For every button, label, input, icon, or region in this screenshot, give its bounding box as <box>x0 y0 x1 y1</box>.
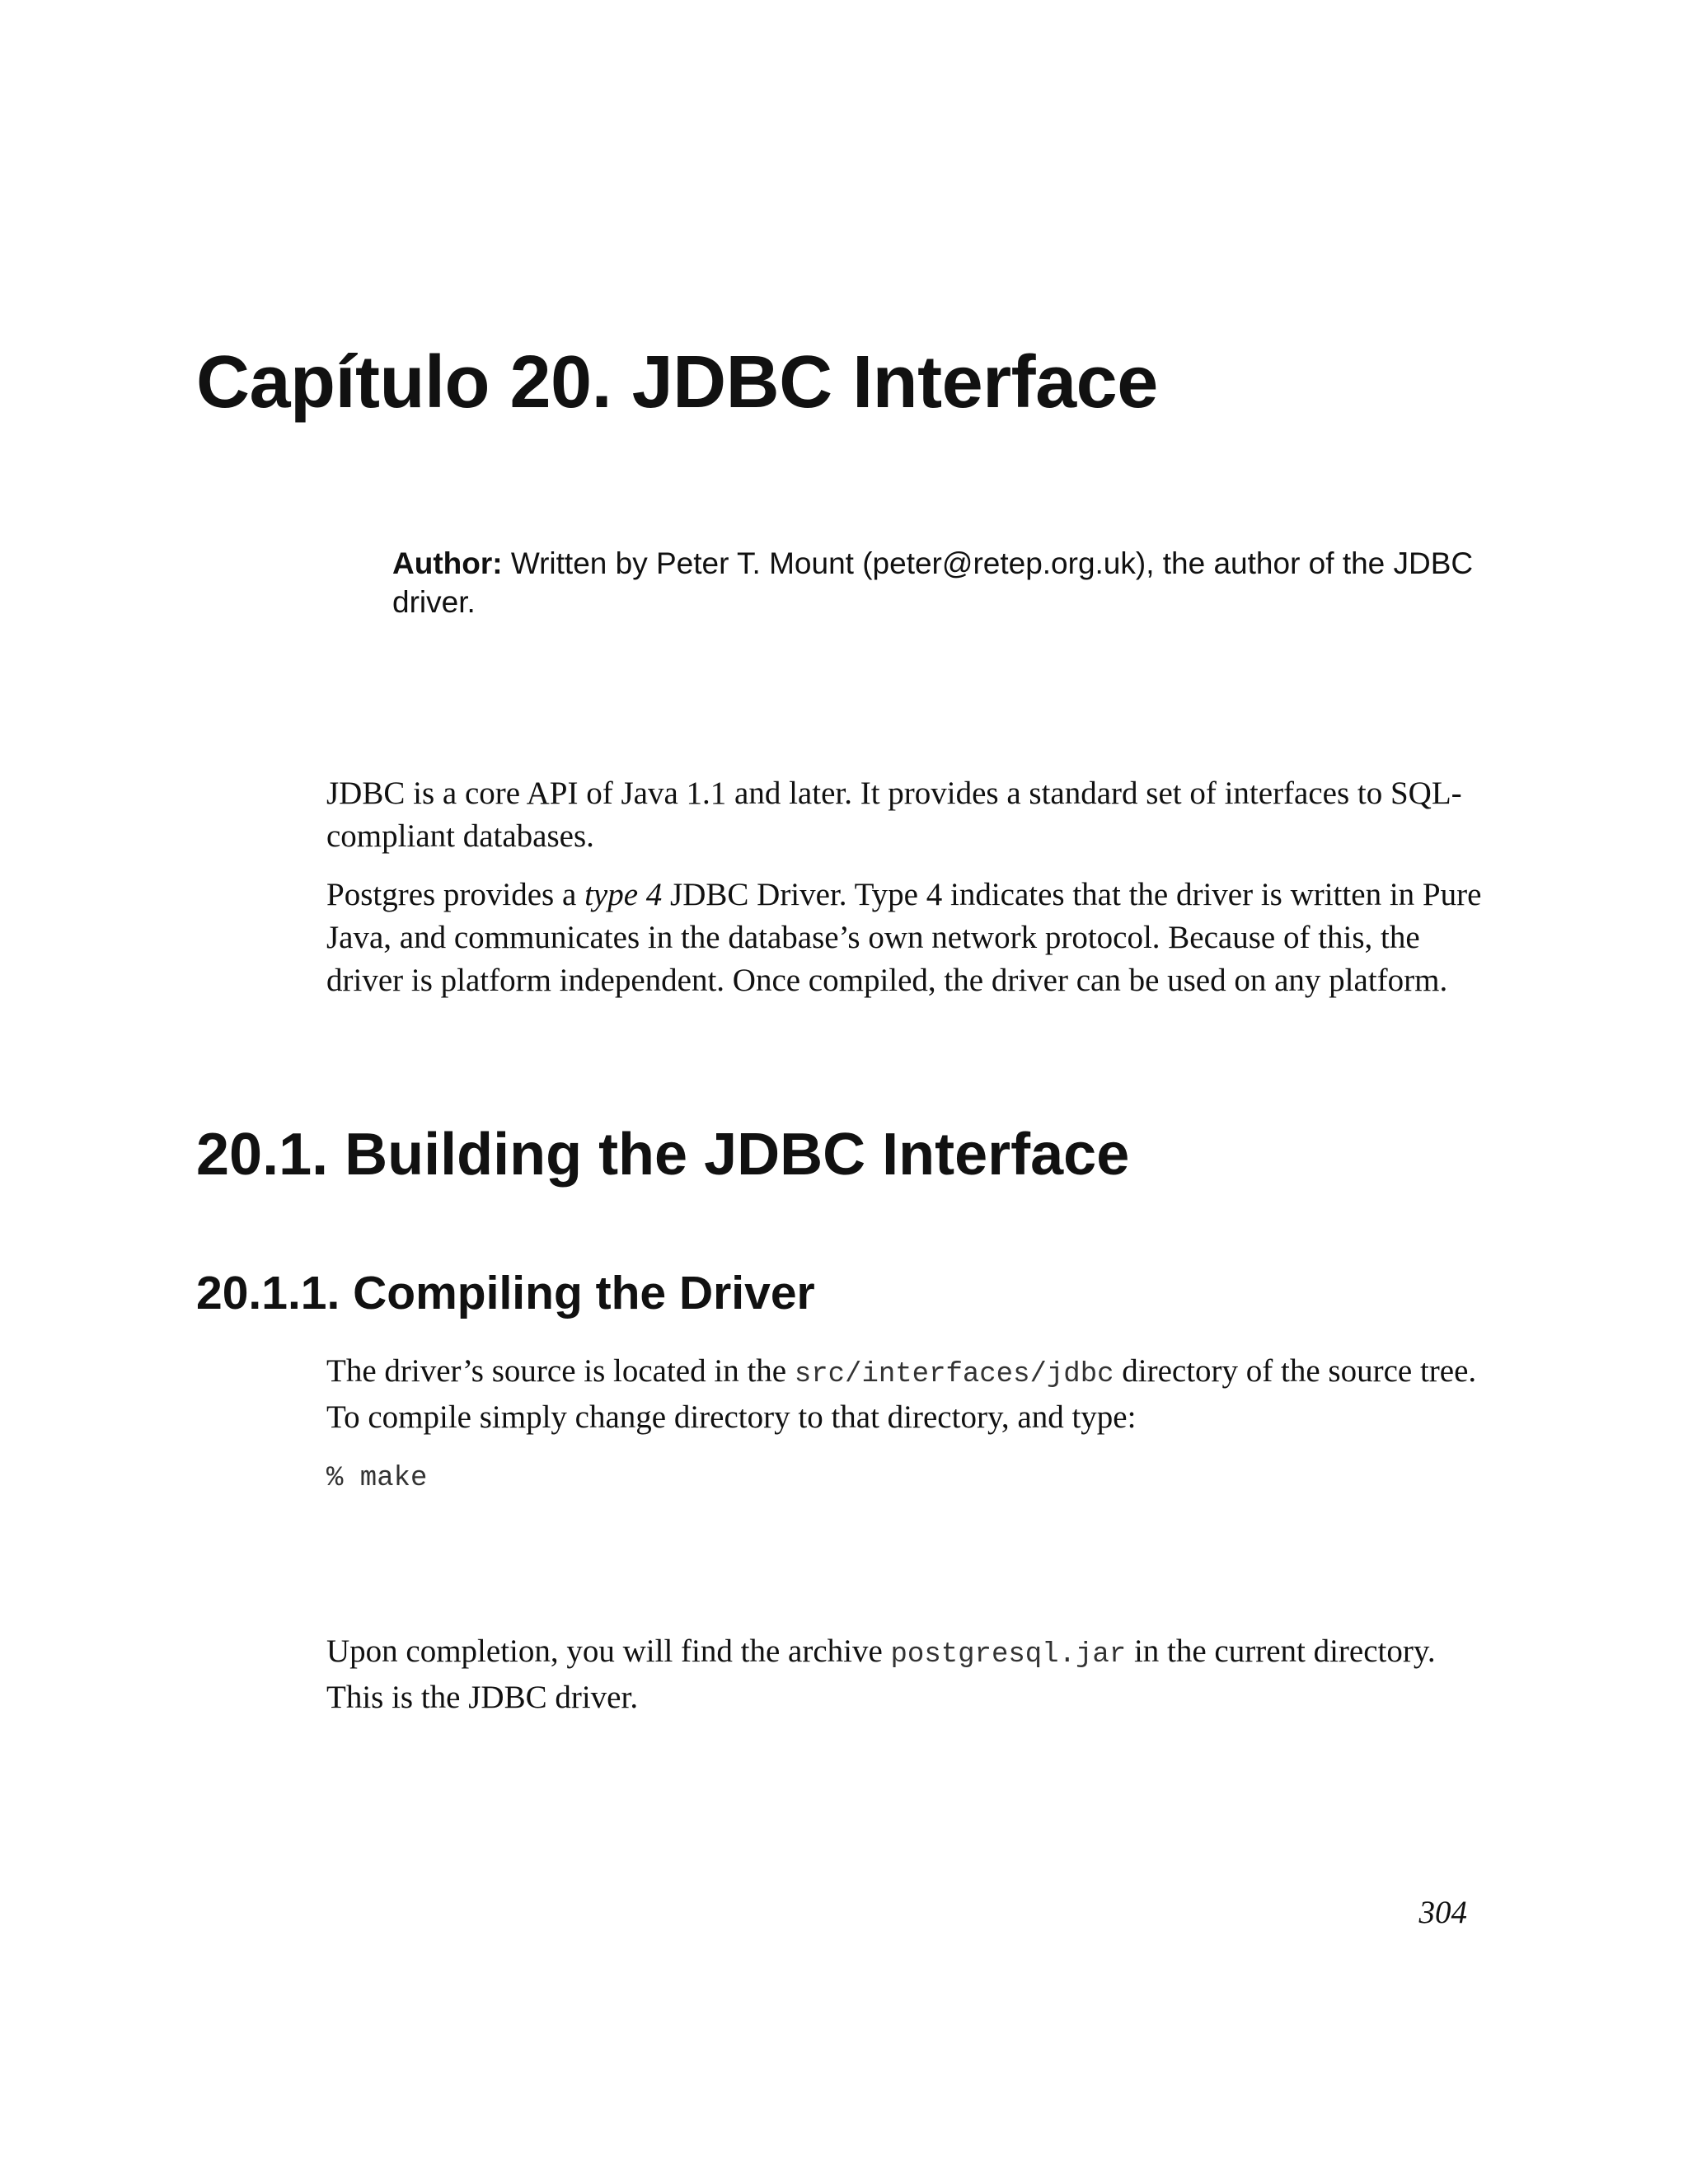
author-label: Author: <box>392 546 503 580</box>
subsection-title: 20.1.1. Compiling the Driver <box>196 1267 815 1319</box>
completion-text-before: Upon completion, you will find the archive <box>326 1633 891 1669</box>
intro-p2-emphasis: type 4 <box>584 877 663 912</box>
intro-p2-text-after: JDBC Driver. Type 4 indicates that the driver is written in Pure Java, and communicates in the database’s own network protocol. Because of this, the driver is platform independent. Once compiled, the driver can be used on any platform. <box>326 877 1482 998</box>
source-directory-path: src/interfaces/jdbc <box>794 1359 1114 1390</box>
section-title: 20.1. Building the JDBC Interface <box>196 1122 1130 1188</box>
compile-paragraph <box>326 1350 1497 1439</box>
completion-paragraph <box>326 1630 1497 1719</box>
intro-paragraph-1: JDBC is a core API of Java 1.1 and later. It provides a standard set of interfaces to SQL-compliant databases. <box>326 776 1462 854</box>
archive-filename: postgresql.jar <box>890 1639 1127 1671</box>
chapter-title: Capítulo 20. JDBC Interface <box>196 341 1158 424</box>
compile-text-before: The driver’s source is located in the <box>326 1353 795 1389</box>
intro-p2-text-before: Postgres provides a <box>326 877 585 912</box>
author-note <box>392 544 1497 621</box>
completion-text-after: in the current directory. This is the JDBC driver. <box>326 1633 1436 1715</box>
author-text: Written by Peter T. Mount (peter@retep.org.uk), the author of the JDBC driver. <box>392 546 1474 619</box>
intro-paragraph-2 <box>326 874 1497 1002</box>
make-command: % make <box>326 1463 428 1494</box>
page-number: 304 <box>1418 1895 1467 1930</box>
compile-text-after: directory of the source tree. To compile simply change directory to that directory, and type: <box>326 1353 1477 1435</box>
